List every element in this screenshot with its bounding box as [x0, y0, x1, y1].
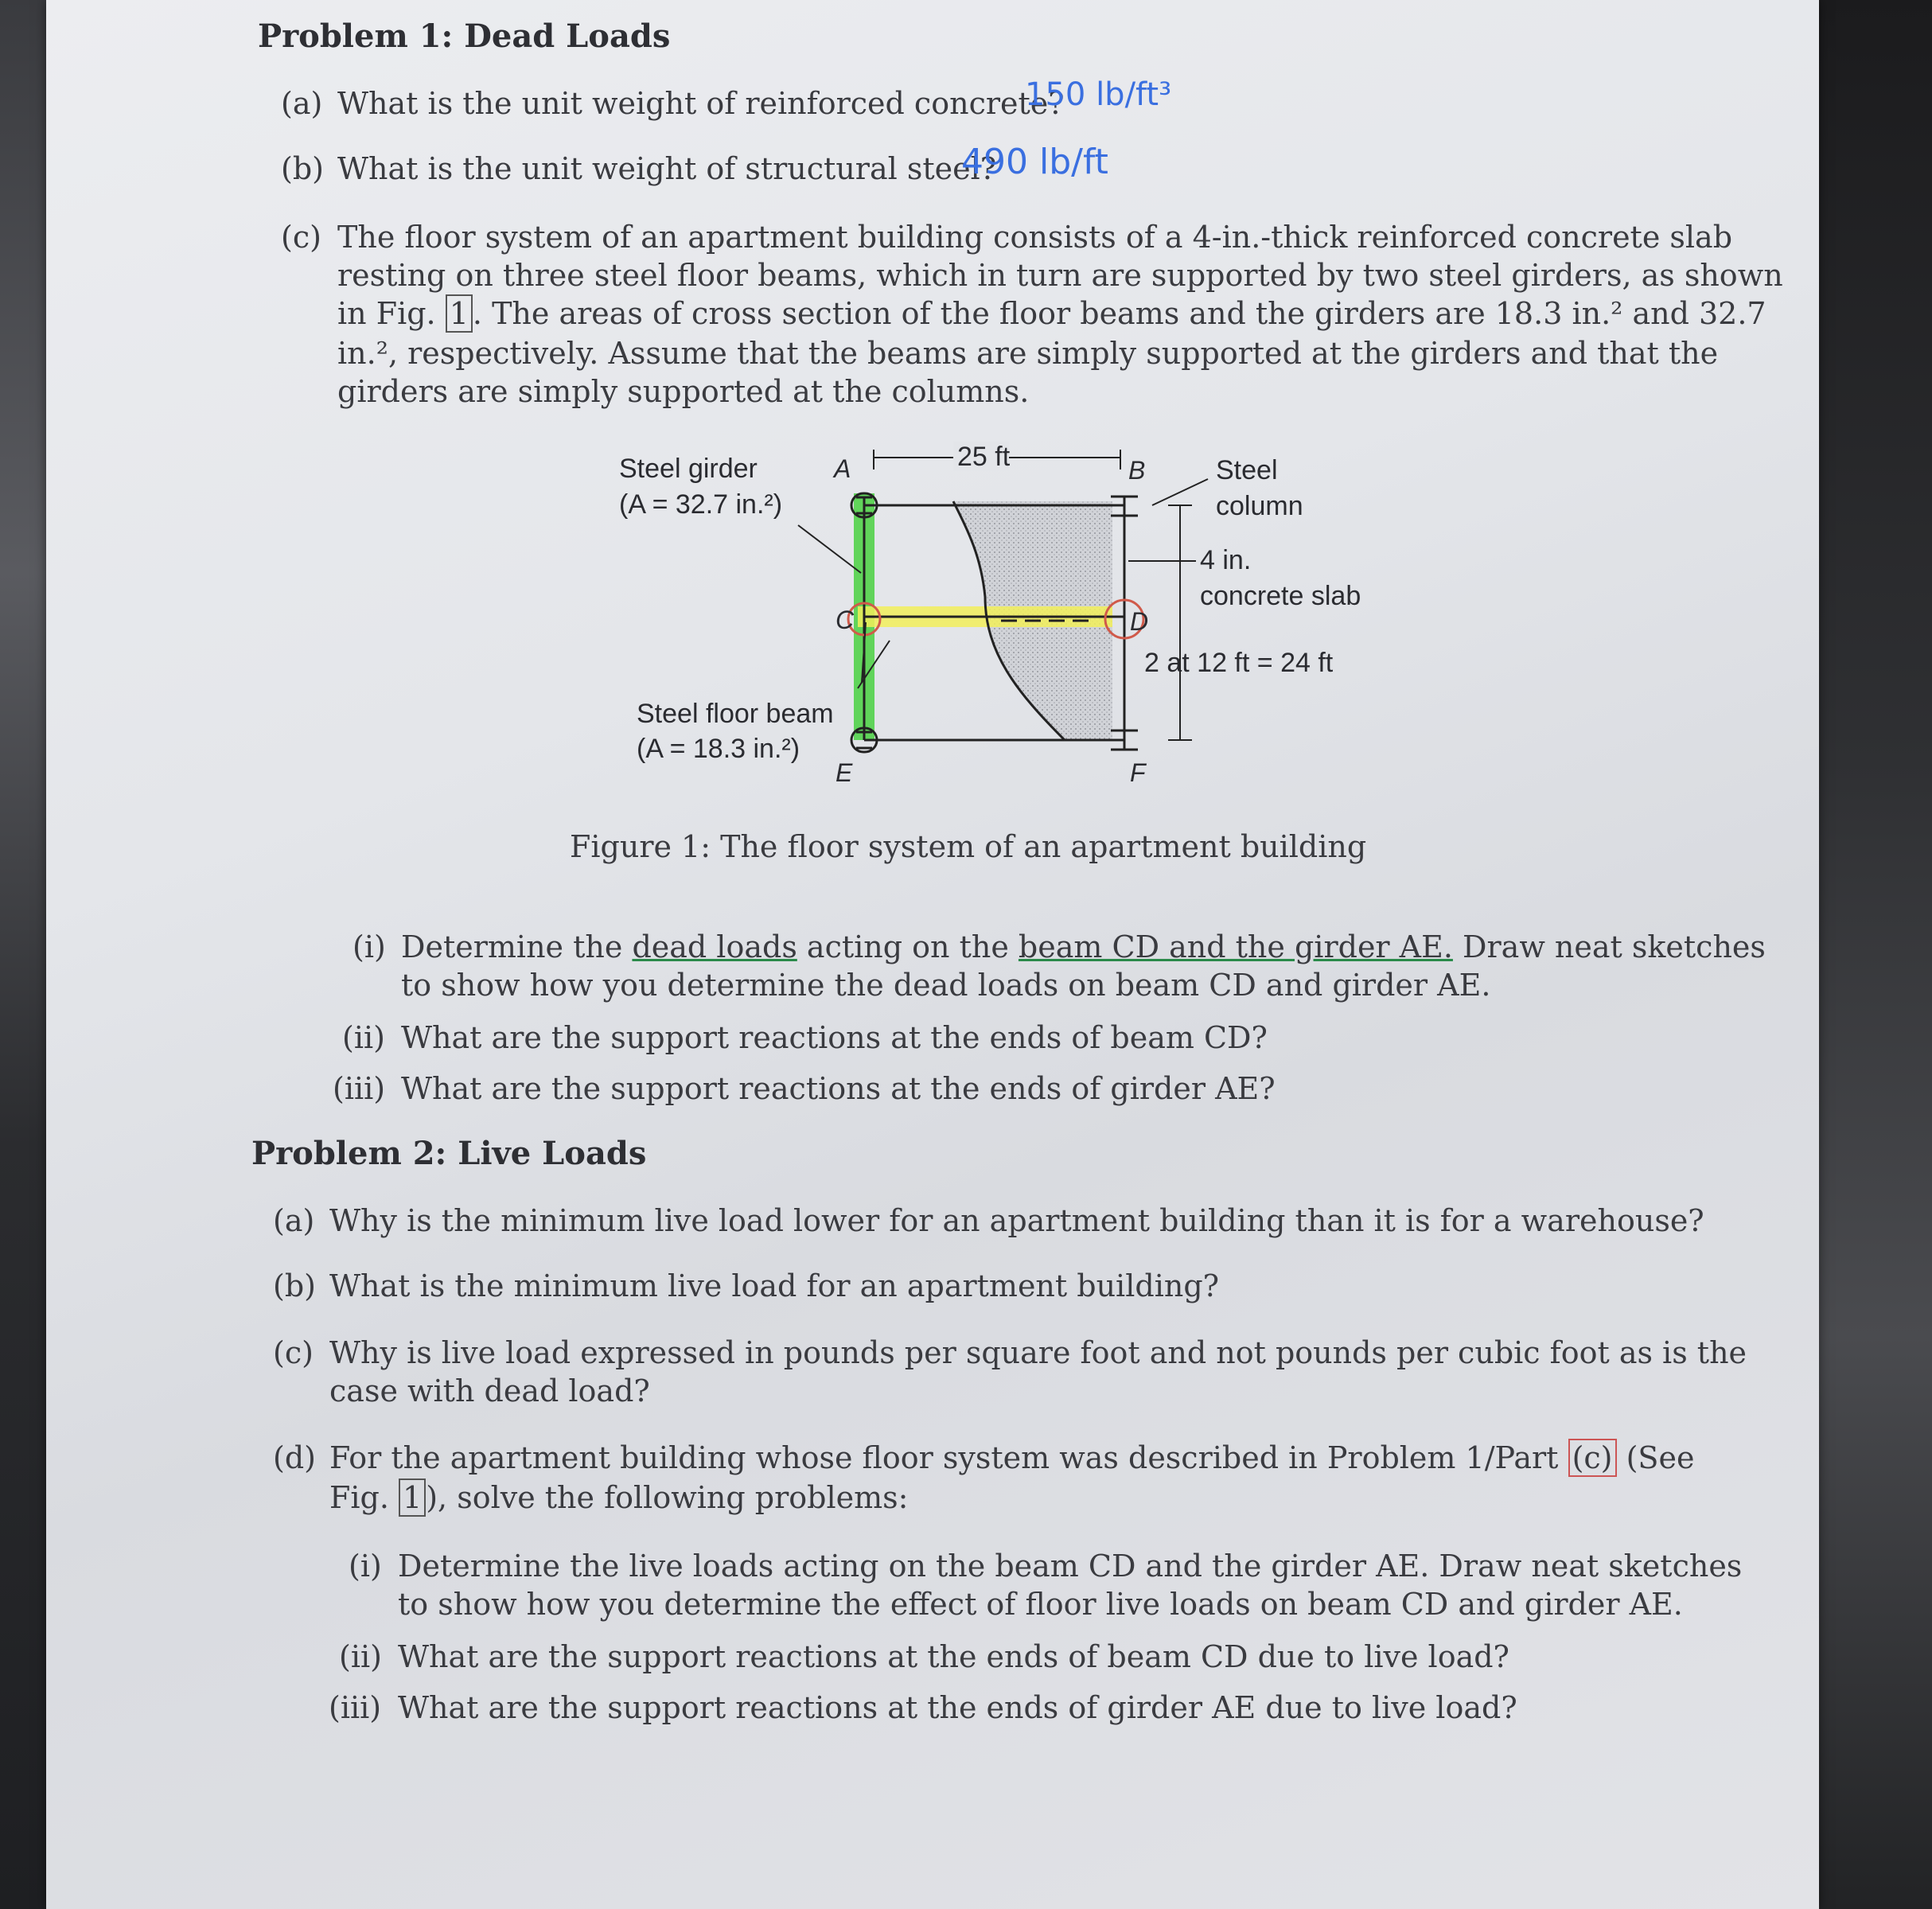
p2-d-line-1a: For the apartment building whose floor system was described in Problem 1/Part [329, 1440, 1559, 1475]
p2-d-line-2 [329, 1479, 908, 1517]
p1-a-question: What is the unit weight of reinforced concrete? [337, 86, 1065, 121]
slab-label-1: 4 in. [1200, 545, 1252, 575]
figure-caption: Figure 1: The floor system of an apartment building [570, 829, 1367, 864]
p2-d-line-1 [329, 1439, 1694, 1477]
p1-c-line-3 [337, 294, 1766, 333]
slab-label-2: concrete slab [1200, 581, 1361, 611]
p1-i-line-2: to show how you determine the dead loads on beam CD and girder AE. [401, 968, 1491, 1003]
document-page [46, 0, 1819, 1909]
p1-a-label: (a) [281, 86, 323, 121]
spacing-label: 2 at 12 ft = 24 ft [1144, 648, 1334, 678]
p2-d-line-1b: (See [1626, 1440, 1695, 1475]
p2-iii-question: What are the support reactions at the ends of girder AE due to live load? [398, 1690, 1517, 1725]
p1-c-label: (c) [281, 220, 321, 255]
p1-c-line-5: girders are simply supported at the columns. [337, 374, 1030, 409]
p1-b-label: (b) [281, 151, 324, 186]
problem-1-title: Problem 1: Dead Loads [258, 18, 671, 55]
p2-d-line-2b: ), solve the following problems: [426, 1480, 909, 1515]
p1-ii-question: What are the support reactions at the ends of beam CD? [401, 1020, 1268, 1055]
problem-2-title: Problem 2: Live Loads [251, 1135, 647, 1172]
p1-i-dead-loads: dead loads [632, 929, 797, 964]
point-c-label: C [836, 606, 855, 634]
p2-ii-label: (ii) [339, 1639, 382, 1674]
p1-b-handwritten-answer: 490 lb/ft [961, 142, 1108, 182]
p1-iii-question: What are the support reactions at the ends of girder AE? [401, 1071, 1276, 1106]
point-a-label: A [834, 454, 851, 483]
p1-i-line-1e: Draw neat sketches [1463, 929, 1766, 964]
p2-c-line-2: case with dead load? [329, 1373, 650, 1408]
column-label-2: column [1216, 491, 1303, 521]
figure-ref-link[interactable]: 1 [446, 294, 473, 333]
point-f-label: F [1130, 758, 1146, 787]
span-25ft-label: 25 ft [957, 442, 1011, 472]
p1-b-question: What is the unit weight of structural steel? [337, 151, 997, 186]
p1-c-line-3a: in Fig. [337, 296, 436, 331]
p2-a-question: Why is the minimum live load lower for an apartment building than it is for a warehouse? [329, 1203, 1704, 1238]
p2-b-question: What is the minimum live load for an apartment building? [329, 1268, 1220, 1303]
girder-label: Steel girder [619, 454, 758, 484]
beam-label: Steel floor beam [637, 699, 834, 729]
p1-a-handwritten-answer: 150 lb/ft³ [1025, 76, 1172, 113]
p1-i-line-1 [401, 928, 1766, 966]
p1-c-line-2: resting on three steel floor beams, which in turn are supported by two steel girders, as shown [337, 258, 1783, 293]
point-e-label: E [836, 758, 853, 787]
background-left [0, 0, 48, 1909]
figure-ref-link-2[interactable]: 1 [399, 1479, 426, 1517]
p1-c-line-1: The floor system of an apartment building consists of a 4-in.-thick reinforced concrete slab [337, 220, 1733, 255]
p2-d-line-2a: Fig. [329, 1480, 389, 1515]
p1-i-beam-girder: beam CD and the girder AE. [1018, 929, 1453, 964]
p1-i-line-1c: acting on the [806, 929, 1009, 964]
p2-b-label: (b) [273, 1268, 316, 1303]
p1-ii-label: (ii) [342, 1020, 385, 1055]
point-d-label: D [1130, 607, 1149, 636]
point-b-label: B [1128, 456, 1146, 485]
p2-c-label: (c) [273, 1335, 314, 1370]
beam-area-label: (A = 18.3 in.²) [637, 734, 800, 764]
p1-c-line-3b: . The areas of cross section of the floor beams and the girders are 18.3 in.² and 32.7 [472, 296, 1766, 331]
background-right [1813, 0, 1932, 1909]
p2-c-line-1: Why is live load expressed in pounds per square foot and not pounds per cubic foot as is the [329, 1335, 1747, 1370]
p2-a-label: (a) [273, 1203, 315, 1238]
floor-system-figure [539, 422, 1415, 851]
p1-c-line-4: in.², respectively. Assume that the beams are simply supported at the girders and that the [337, 336, 1719, 371]
column-label-1: Steel [1216, 455, 1278, 485]
p2-i-line-2: to show how you determine the effect of floor live loads on beam CD and girder AE. [398, 1587, 1683, 1622]
p1-iii-label: (iii) [333, 1071, 386, 1106]
p2-ii-question: What are the support reactions at the ends of beam CD due to live load? [398, 1639, 1509, 1674]
p2-i-line-1: Determine the live loads acting on the beam CD and the girder AE. Draw neat sketches [398, 1549, 1743, 1584]
part-c-ref-link[interactable]: (c) [1568, 1439, 1617, 1477]
p1-i-line-1a: Determine the [401, 929, 623, 964]
p2-d-label: (d) [273, 1440, 316, 1475]
p2-i-label: (i) [349, 1549, 382, 1584]
girder-area-label: (A = 32.7 in.²) [619, 489, 783, 520]
p2-iii-label: (iii) [329, 1690, 382, 1725]
p1-i-label: (i) [353, 929, 386, 964]
